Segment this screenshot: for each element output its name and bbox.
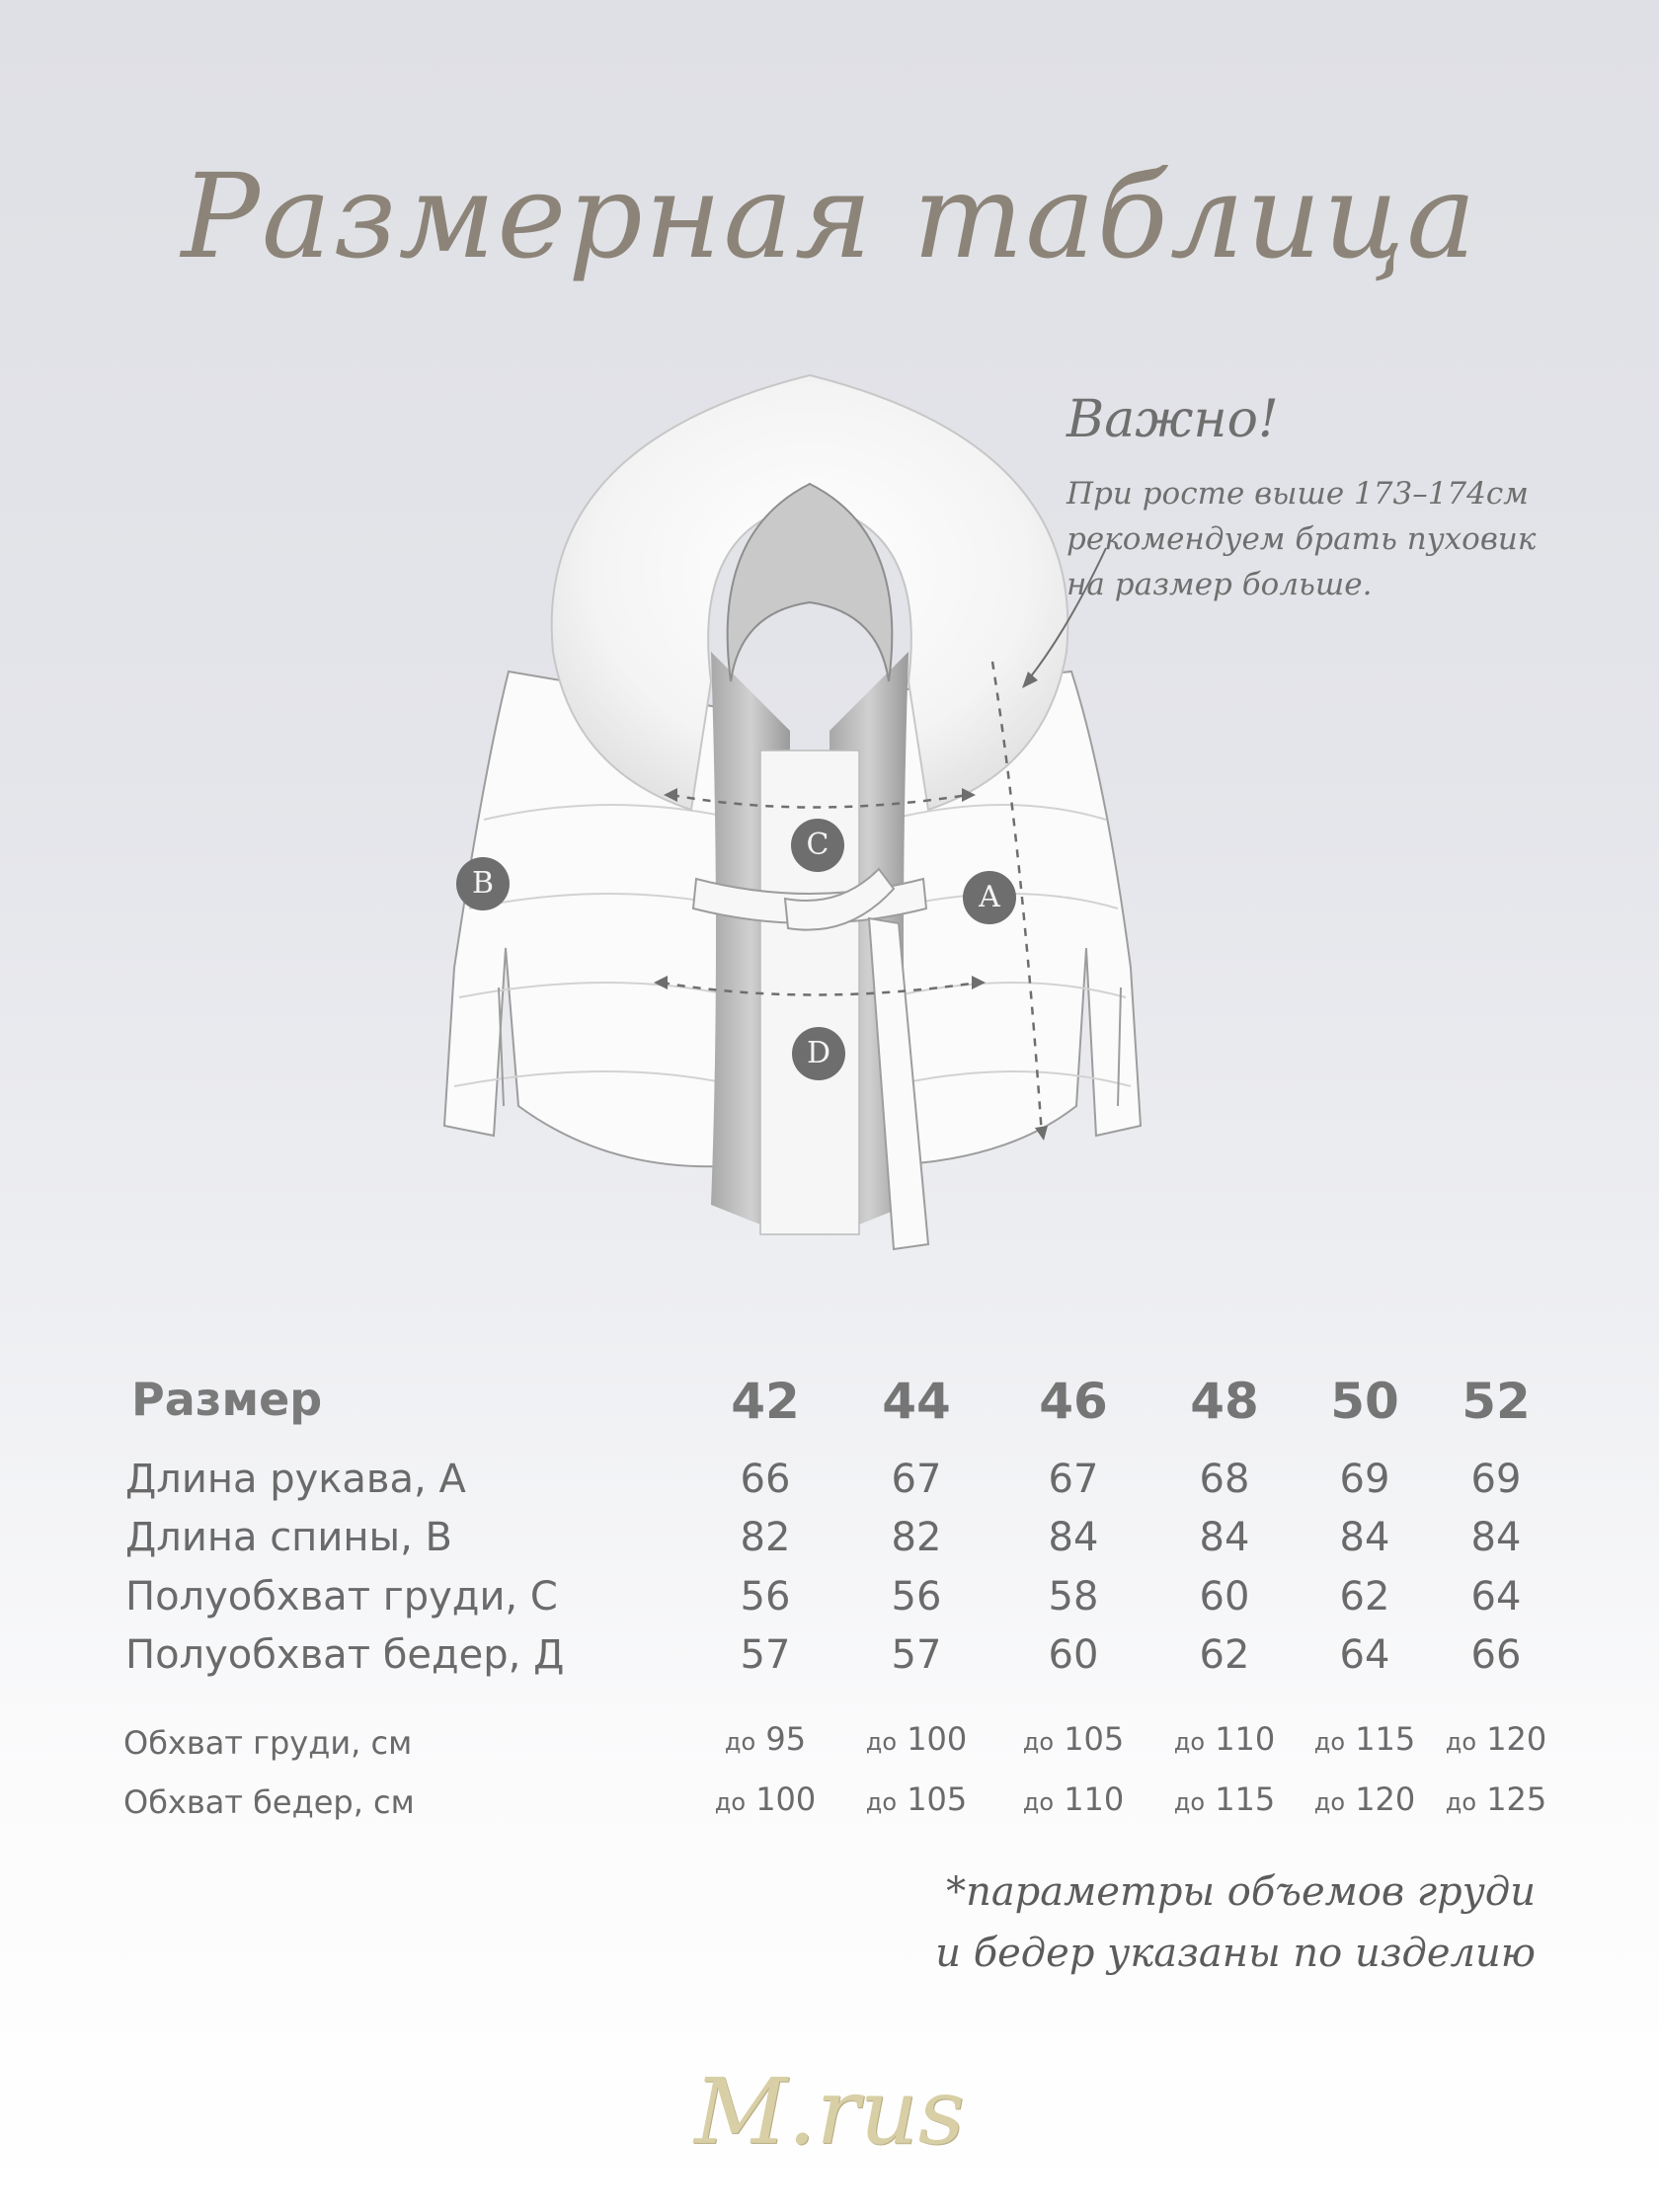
table-cell: 60: [1048, 1632, 1099, 1678]
size-header-42: 42: [731, 1373, 800, 1430]
size-header-46: 46: [1039, 1373, 1108, 1430]
important-note: [1066, 390, 1580, 607]
table-cell: 68: [1199, 1457, 1250, 1502]
table-cell: 64: [1339, 1632, 1390, 1678]
girth-cell: до 115: [1313, 1720, 1416, 1758]
row-label-sleeve: Длина рукава, А: [125, 1457, 466, 1502]
table-cell: 66: [740, 1457, 791, 1502]
table-cell: 84: [1199, 1515, 1250, 1560]
note-heading: Важно!: [1066, 390, 1279, 449]
table-cell: 84: [1048, 1515, 1099, 1560]
table-cell: 67: [891, 1457, 942, 1502]
table-cell: 62: [1339, 1574, 1390, 1620]
page-title: Размерная таблица: [181, 148, 1478, 284]
girth-cell: до 105: [865, 1780, 968, 1818]
table-cell: 64: [1470, 1574, 1522, 1620]
table-cell: 56: [740, 1574, 791, 1620]
table-cell: 67: [1048, 1457, 1099, 1502]
table-cell: 60: [1199, 1574, 1250, 1620]
girth-cell: до 120: [1313, 1780, 1416, 1818]
table-cell: 69: [1470, 1457, 1522, 1502]
table-cell: 57: [891, 1632, 942, 1678]
table-cell: 62: [1199, 1632, 1250, 1678]
girth-cell: до 110: [1173, 1720, 1276, 1758]
girth-cell: до 95: [724, 1720, 807, 1758]
footnote-line-1: *параметры объемов груди: [946, 1869, 1536, 1915]
marker-d: D: [792, 1027, 845, 1080]
marker-c: C: [791, 819, 844, 872]
size-header-44: 44: [882, 1373, 951, 1430]
table-cell: 82: [891, 1515, 942, 1560]
table-cell: 66: [1470, 1632, 1522, 1678]
table-cell: 69: [1339, 1457, 1390, 1502]
girth-cell: до 110: [1022, 1780, 1125, 1818]
girth-cell: до 125: [1445, 1780, 1547, 1818]
note-body: При росте выше 173–174см рекомендуем брать пуховик на размер больше.: [1066, 476, 1537, 602]
row-label-back: Длина спины, В: [125, 1515, 452, 1560]
table-cell: 82: [740, 1515, 791, 1560]
footnote: [935, 1861, 1536, 1984]
girth-label-chest: Обхват груди, см: [123, 1724, 413, 1762]
table-cell: 57: [740, 1632, 791, 1678]
table-cell: 84: [1470, 1515, 1522, 1560]
row-label-chest: Полуобхват груди, С: [125, 1574, 558, 1620]
table-cell: 84: [1339, 1515, 1390, 1560]
girth-label-hips: Обхват бедер, см: [123, 1783, 415, 1821]
size-header-52: 52: [1462, 1373, 1531, 1430]
size-header-50: 50: [1330, 1373, 1399, 1430]
table-cell: 56: [891, 1574, 942, 1620]
table-cell: 58: [1048, 1574, 1099, 1620]
girth-cell: до 115: [1173, 1780, 1276, 1818]
girth-cell: до 120: [1445, 1720, 1547, 1758]
marker-a: A: [963, 871, 1016, 924]
girth-cell: до 100: [865, 1720, 968, 1758]
marker-b: B: [456, 857, 510, 910]
girth-cell: до 105: [1022, 1720, 1125, 1758]
size-header-48: 48: [1190, 1373, 1259, 1430]
girth-cell: до 100: [714, 1780, 817, 1818]
brand-logo: M.rus: [694, 2059, 965, 2165]
footnote-line-2: и бедер указаны по изделию: [935, 1931, 1536, 1976]
size-header-label: Размер: [131, 1373, 323, 1426]
row-label-hips: Полуобхват бедер, Д: [125, 1632, 565, 1678]
